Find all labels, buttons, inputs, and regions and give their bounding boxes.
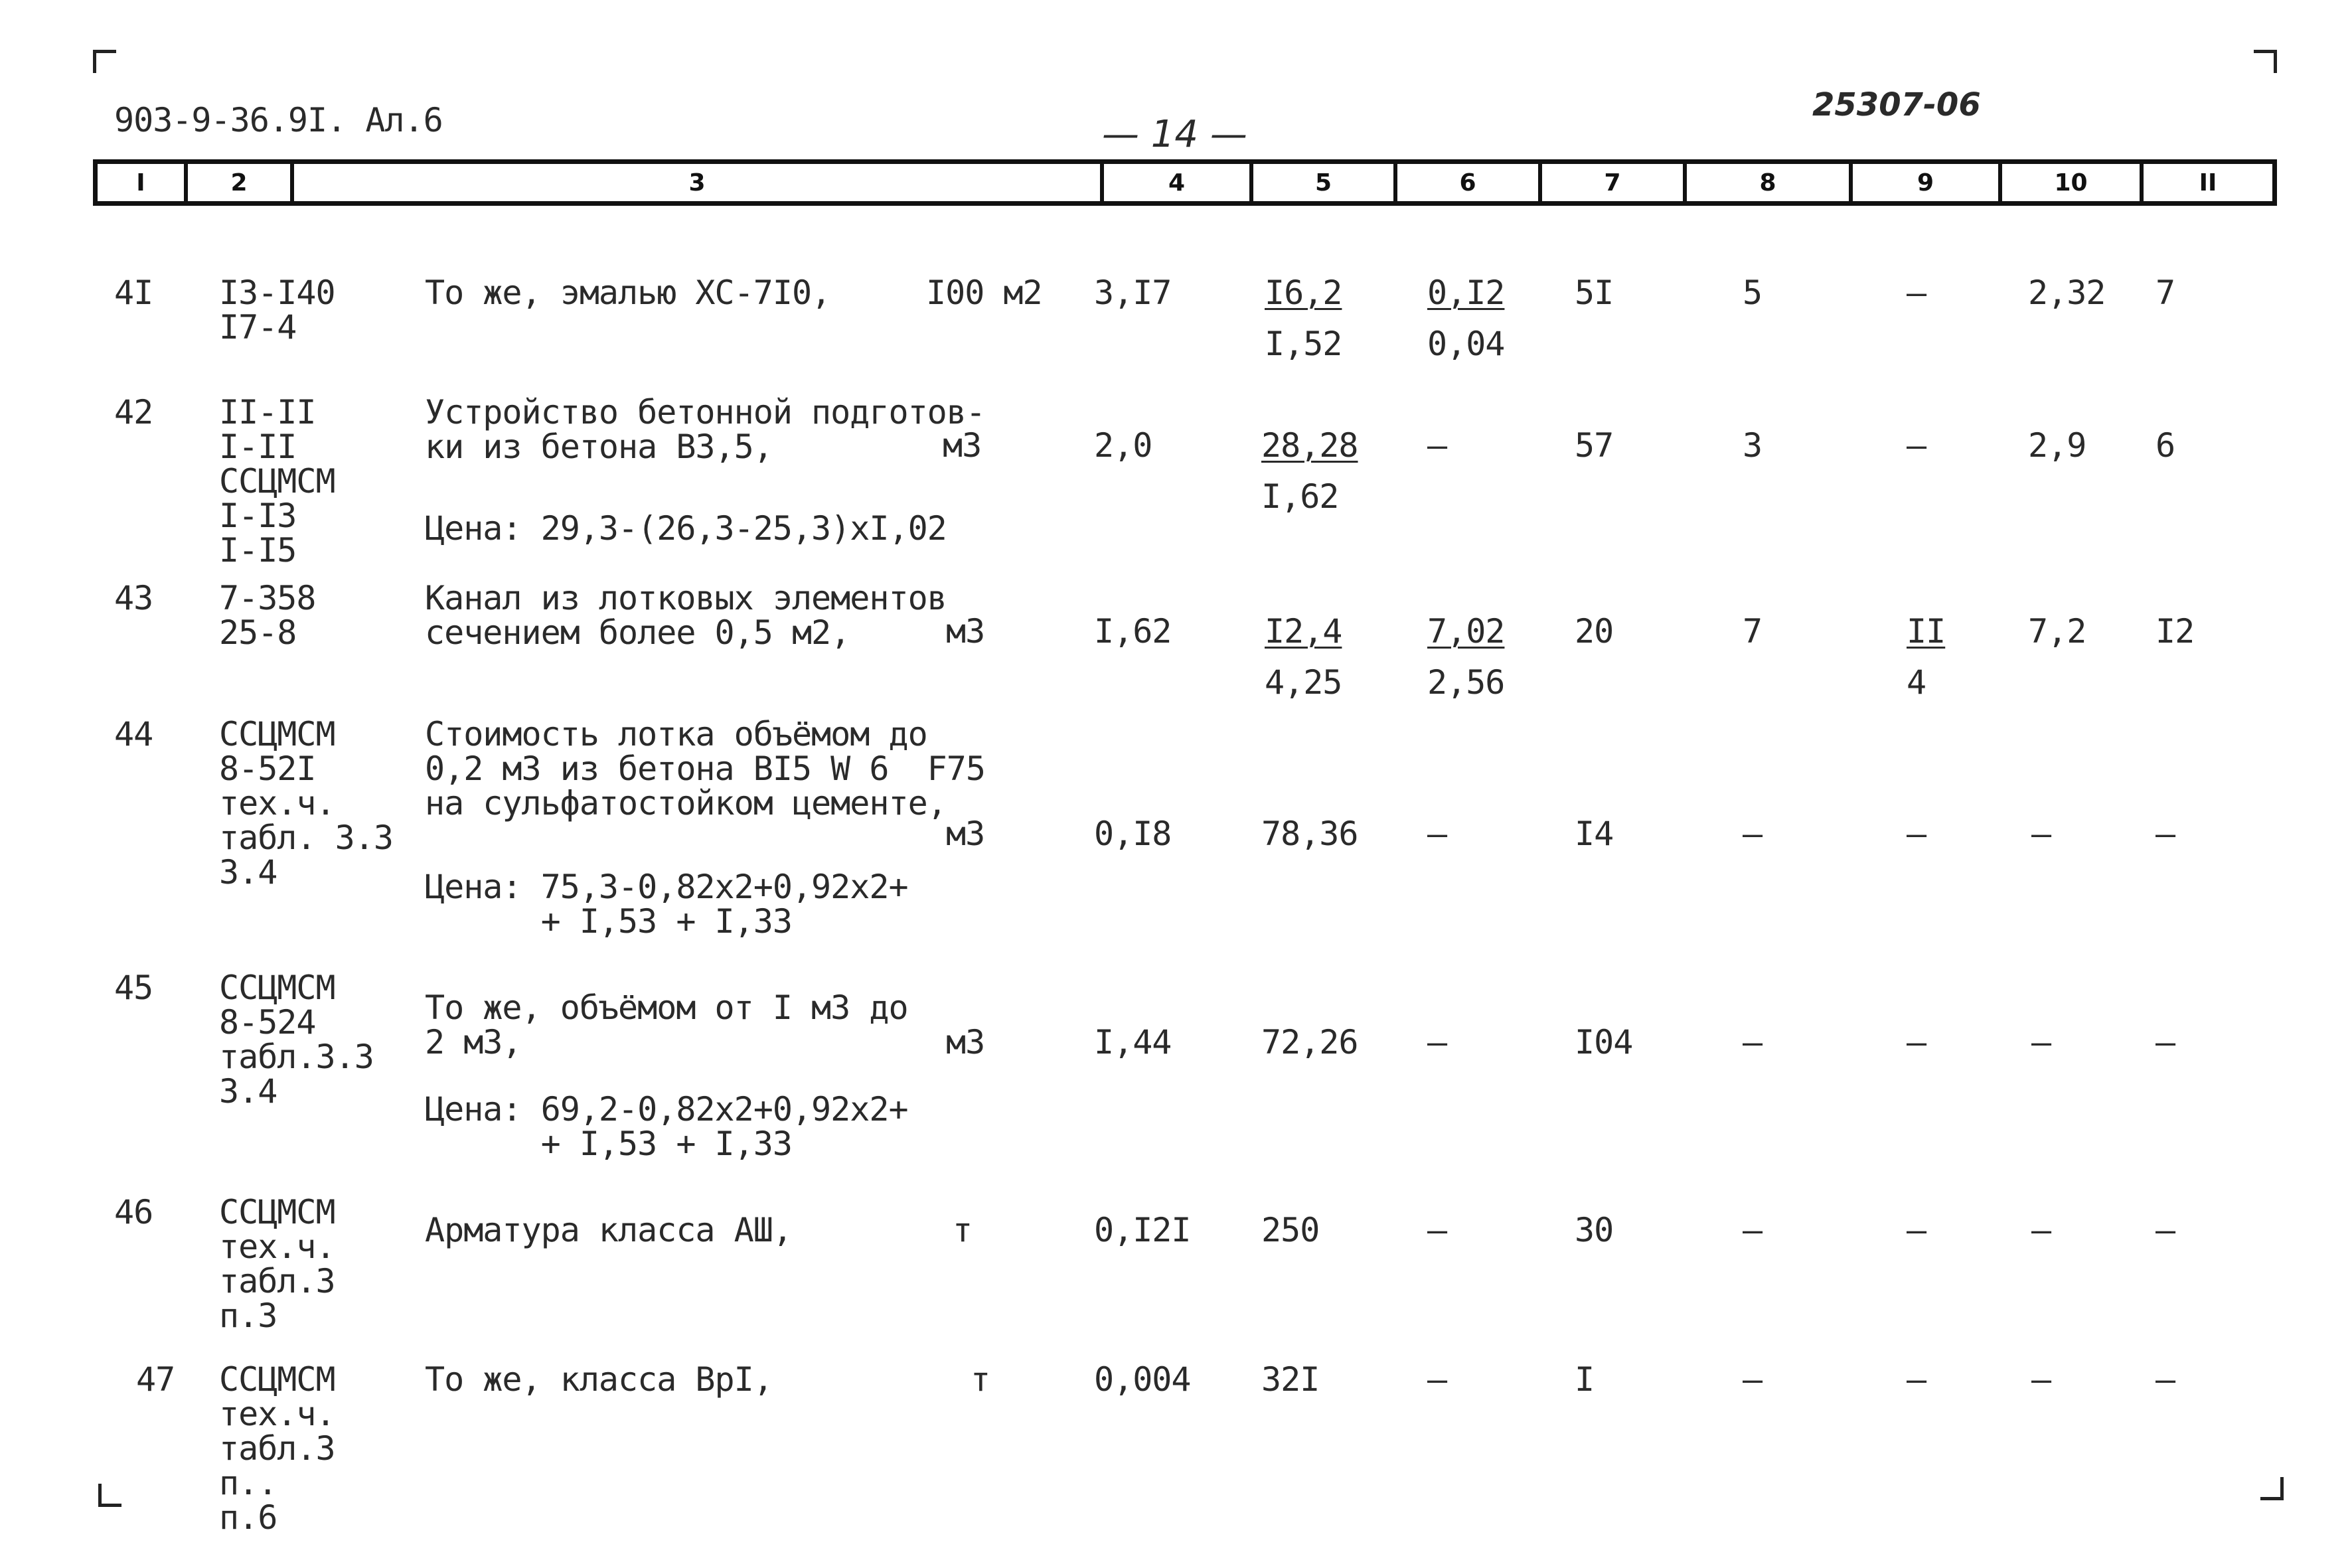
row-col7: 5I: [1575, 274, 1614, 312]
row-col11: 7: [2156, 274, 2175, 312]
row-description: То же, класса ВрI,: [425, 1360, 773, 1399]
corner-mark-top-right: [2254, 50, 2277, 73]
row-number: 4I: [114, 274, 153, 312]
row-col6: –: [1427, 1023, 1447, 1061]
row-quantity: 0,I2I: [1094, 1211, 1191, 1249]
row-col5-top: I2,4: [1265, 612, 1342, 651]
row-col8: 3: [1743, 426, 1763, 465]
row-col8: –: [1743, 815, 1763, 853]
corner-mark-bottom-right: [2260, 1477, 2284, 1500]
row-description: То же, объёмом от I м3 до 2 м3,: [425, 988, 908, 1061]
row-col8: –: [1743, 1023, 1763, 1061]
column-header-9: 9: [1849, 164, 1998, 201]
row-col6: –: [1427, 815, 1447, 853]
row-col9: –: [1907, 815, 1926, 853]
row-col11: –: [2156, 1360, 2175, 1399]
row-col5-top: I6,2: [1265, 274, 1342, 312]
row-col10: –: [2031, 1360, 2051, 1399]
row-col10: 7,2: [2028, 612, 2086, 651]
column-header-11: II: [2140, 164, 2272, 201]
column-header-3: 3: [290, 164, 1100, 201]
row-quantity: 0,I8: [1094, 815, 1172, 853]
row-code: II-II I-II ССЦМСМ I-I3 I-I5: [219, 393, 335, 570]
row-price-formula: Цена: 75,3-0,82х2+0,92х2+ + I,53 + I,33: [425, 868, 908, 941]
row-code: ССЦМСМ тех.ч. табл.3 п.. п.6: [219, 1360, 335, 1537]
row-number: 42: [114, 393, 153, 431]
row-unit: т: [971, 1360, 990, 1399]
row-col9: –: [1907, 1211, 1926, 1249]
column-header-10: 10: [1998, 164, 2140, 201]
row-price-formula: Цена: 29,3-(26,3-25,3)хI,02: [425, 509, 947, 548]
row-col5: 72,26: [1261, 1023, 1358, 1061]
row-quantity: I,44: [1094, 1023, 1172, 1061]
row-description: То же, эмалью ХС-7I0,: [425, 274, 831, 312]
row-col9-bottom: 4: [1907, 663, 1926, 702]
row-col11: –: [2156, 815, 2175, 853]
row-number: 45: [114, 969, 153, 1007]
row-col6-bottom: 0,04: [1427, 325, 1505, 363]
row-col5-bottom: I,52: [1265, 325, 1342, 363]
column-header-row: [93, 159, 2277, 206]
row-col9: –: [1907, 1360, 1926, 1399]
row-unit: м3: [946, 612, 985, 651]
row-col7: I4: [1575, 815, 1614, 853]
row-col5-bottom: 4,25: [1265, 663, 1342, 702]
row-col5: 32I: [1261, 1360, 1320, 1399]
row-col10: –: [2031, 1211, 2051, 1249]
row-col5-top: 28,28: [1261, 426, 1358, 465]
row-col10: –: [2031, 815, 2051, 853]
row-number: 44: [114, 715, 153, 753]
row-number: 47: [136, 1360, 175, 1399]
row-col9: –: [1907, 1023, 1926, 1061]
row-col8: 5: [1743, 274, 1763, 312]
row-col11: I2: [2156, 612, 2195, 651]
row-col5-bottom: I,62: [1261, 477, 1339, 516]
row-col11: 6: [2156, 426, 2175, 465]
row-quantity: 3,I7: [1094, 274, 1172, 312]
column-header-7: 7: [1538, 164, 1683, 201]
row-description: Стоимость лотка объёмом до 0,2 м3 из бетона ВI5 W 6 F75 на сульфатостойком цементе,: [425, 715, 985, 823]
row-col6-bottom: 2,56: [1427, 663, 1505, 702]
row-col7: 30: [1575, 1211, 1614, 1249]
row-unit: т: [953, 1211, 973, 1249]
column-header-5: 5: [1249, 164, 1393, 201]
row-code: ССЦМСМ 8-52I тех.ч. табл. 3.3 3.4: [219, 715, 393, 892]
row-col7: 20: [1575, 612, 1614, 651]
row-code: ССЦМСМ 8-524 табл.3.3 3.4: [219, 969, 374, 1111]
row-code: ССЦМСМ тех.ч. табл.3 п.3: [219, 1193, 335, 1335]
column-header-1: I: [136, 169, 145, 196]
doc-code: 903-9-36.9I. Ал.6: [114, 101, 443, 139]
column-header-2: 2: [184, 164, 290, 201]
row-col10: 2,32: [2028, 274, 2106, 312]
row-description: Канал из лотковых элементов сечением более 0,5 м2,: [425, 579, 947, 652]
row-col9-top: II: [1907, 612, 1946, 651]
row-description: Устройство бетонной подготов- ки из бетона В3,5,: [425, 393, 985, 466]
row-col8: 7: [1743, 612, 1763, 651]
row-col10: –: [2031, 1023, 2051, 1061]
column-header-4: 4: [1100, 164, 1249, 201]
row-code: 7-358 25-8: [219, 579, 316, 652]
row-col6-top: 7,02: [1427, 612, 1505, 651]
row-code: I3-I40 I7-4: [219, 274, 335, 347]
row-unit: м3: [943, 426, 982, 465]
archive-stamp: 25307-06: [1812, 86, 1981, 123]
row-col6: –: [1427, 1211, 1447, 1249]
row-col5: 250: [1261, 1211, 1320, 1249]
row-unit: I00 м2: [926, 274, 1042, 312]
row-number: 46: [114, 1193, 153, 1231]
row-col7: I04: [1575, 1023, 1633, 1061]
row-col6: –: [1427, 1360, 1447, 1399]
column-header-8: 8: [1683, 164, 1849, 201]
row-col5: 78,36: [1261, 815, 1358, 853]
row-col6-top: 0,I2: [1427, 274, 1505, 312]
page-number: — 14 —: [1102, 113, 1247, 156]
row-price-formula: Цена: 69,2-0,82х2+0,92х2+ + I,53 + I,33: [425, 1090, 908, 1163]
row-col11: –: [2156, 1023, 2175, 1061]
row-col11: –: [2156, 1211, 2175, 1249]
row-number: 43: [114, 579, 153, 617]
corner-mark-bottom-left: [98, 1484, 121, 1507]
row-col8: –: [1743, 1360, 1763, 1399]
column-header-6: 6: [1393, 164, 1538, 201]
row-quantity: 0,004: [1094, 1360, 1191, 1399]
row-col10: 2,9: [2028, 426, 2086, 465]
row-quantity: 2,0: [1094, 426, 1152, 465]
corner-mark-top-left: [93, 50, 116, 73]
row-col9: –: [1907, 274, 1926, 312]
row-col6: –: [1427, 426, 1447, 465]
row-col8: –: [1743, 1211, 1763, 1249]
row-unit: м3: [946, 1023, 985, 1061]
row-quantity: I,62: [1094, 612, 1172, 651]
row-col9: –: [1907, 426, 1926, 465]
row-unit: м3: [946, 815, 985, 853]
row-col7: I: [1575, 1360, 1595, 1399]
row-description: Арматура класса АШ,: [425, 1211, 792, 1249]
row-col7: 57: [1575, 426, 1614, 465]
